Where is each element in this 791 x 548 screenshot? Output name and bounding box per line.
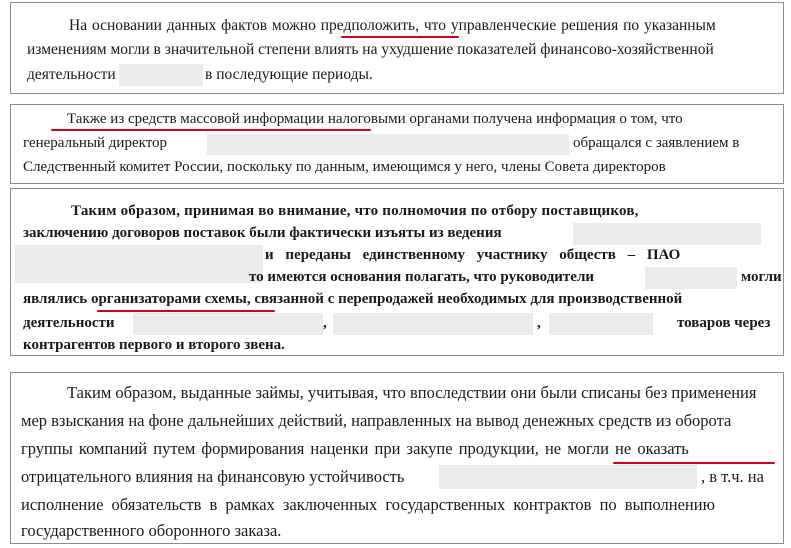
paragraph-line: , <box>537 315 541 331</box>
paragraph-line: На основании данных фактов можно предположить, что управленческие решения по указанным <box>69 17 716 34</box>
red-underline <box>341 36 459 38</box>
paragraph-line: мер взыскания на фоне дальнейших действий, направленных на вывод денежных средств из оборота <box>21 411 732 430</box>
excerpt-panel-2 <box>10 104 784 184</box>
paragraph-line: генеральный директор <box>23 135 168 151</box>
paragraph-line: , в т.ч. на <box>701 467 764 486</box>
paragraph-line: отрицательного влияния на финансовую устойчивость <box>21 467 405 486</box>
paragraph-line: являлись организаторами схемы, связанной с перепродажей необходимых для производственной <box>23 291 683 307</box>
paragraph-line: деятельности <box>27 66 116 83</box>
paragraph-line: Также из средств массовой информации налоговыми органами получена информация о том, что <box>67 111 683 127</box>
redacted-block <box>333 313 533 335</box>
paragraph-line: товаров через <box>677 315 771 331</box>
excerpt-panel-4 <box>10 372 784 544</box>
paragraph-line: заключению договоров поставок были фактически изъяты из ведения <box>23 225 502 241</box>
paragraph-line: обращался с заявлением в <box>573 135 740 151</box>
excerpt-panel-3 <box>10 188 784 356</box>
redacted-block <box>549 313 653 335</box>
red-underline <box>51 129 371 131</box>
paragraph-line: Таким образом, выданные займы, учитывая, что впоследствии они были списаны без применения <box>67 383 757 402</box>
red-underline <box>613 462 775 464</box>
paragraph-line: изменениям могли в значительной степени влиять на ухудшение показателей финансово-хозяйственной <box>27 41 714 58</box>
redacted-block <box>207 134 569 155</box>
paragraph-line: исполнение обязательств в рамках заключенных государственных контрактов по выполнению <box>21 495 715 514</box>
paragraph-line: , <box>323 315 327 331</box>
paragraph-line: контрагентов первого и второго звена. <box>23 337 285 353</box>
paragraph-line: и переданы единственному участнику обществ – ПАО <box>265 247 681 263</box>
paragraph-line: Таким образом, принимая во внимание, что полномочия по отбору поставщиков, <box>71 203 639 219</box>
paragraph-line: государственного оборонного заказа. <box>21 521 282 540</box>
excerpt-panel-1 <box>10 2 784 94</box>
redacted-block <box>15 245 263 283</box>
paragraph-line: Следственный комитет России, поскольку по данным, имеющимся у него, члены Совета директоров <box>23 159 666 175</box>
paragraph-line: деятельности <box>23 315 115 331</box>
paragraph-line: группы компаний путем формирования наценки при закупе продукции, не могли не оказать <box>21 439 689 458</box>
redacted-block <box>133 313 323 335</box>
paragraph-line: могли <box>741 269 782 285</box>
redacted-block <box>645 267 737 289</box>
red-underline <box>97 310 275 312</box>
paragraph-line: в последующие периоды. <box>205 66 373 83</box>
redacted-block <box>573 223 761 245</box>
paragraph-line: то имеются основания полагать, что руководители <box>249 269 595 285</box>
redacted-block <box>439 465 697 489</box>
redacted-block <box>119 64 203 86</box>
